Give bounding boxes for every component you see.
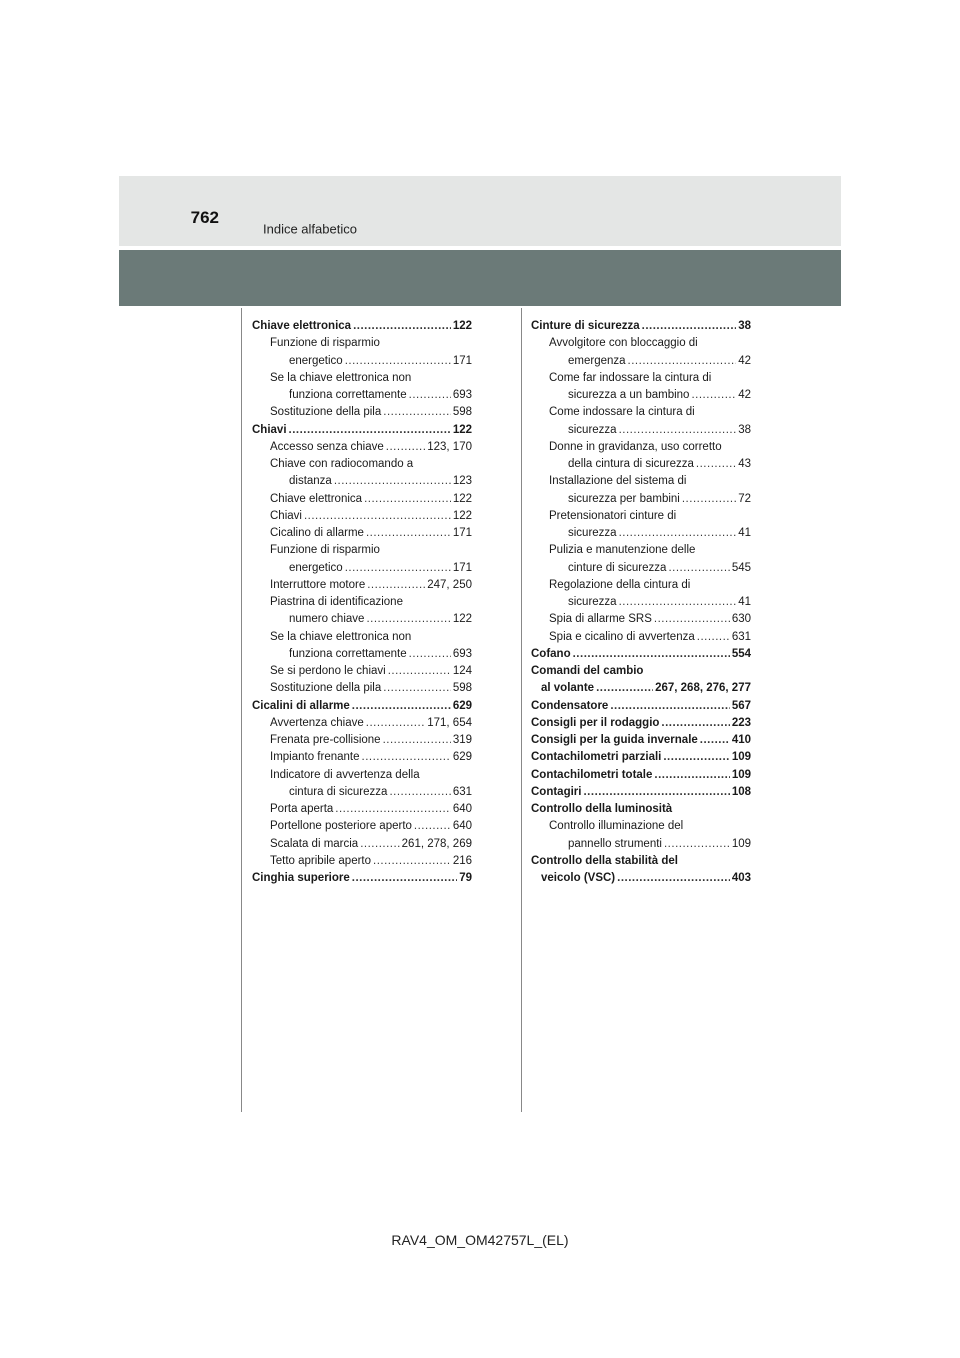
index-subentry: cintura di sicurezza ..... 631 bbox=[252, 784, 472, 801]
index-subentry: Cicalino di allarme ..... 171 bbox=[252, 525, 472, 542]
index-subentry: emergenza ..... 42 bbox=[531, 353, 751, 370]
index-subentry: cinture di sicurezza ..... 545 bbox=[531, 560, 751, 577]
index-subentry: sicurezza ..... 41 bbox=[531, 594, 751, 611]
index-subentry: Portellone posteriore aperto ..... 640 bbox=[252, 818, 472, 835]
index-entry: Condensatore ..... 567 bbox=[531, 698, 751, 715]
document-code: RAV4_OM_OM42757L_(EL) bbox=[391, 1232, 569, 1248]
header-dark-band bbox=[119, 250, 841, 306]
index-subentry: sicurezza ..... 38 bbox=[531, 422, 751, 439]
index-subentry: Porta aperta ..... 640 bbox=[252, 801, 472, 818]
index-subentry: Chiave elettronica ..... 122 bbox=[252, 491, 472, 508]
index-entry: Cofano ..... 554 bbox=[531, 646, 751, 663]
index-subentry: Piastrina di identificazione bbox=[270, 596, 403, 608]
index-subentry: Scalata di marcia ..... 261, 278, 269 bbox=[252, 836, 472, 853]
index-entry: Contagiri ..... 108 bbox=[531, 784, 751, 801]
index-subentry: Funzione di risparmio bbox=[270, 544, 380, 557]
index-column-left bbox=[252, 318, 472, 887]
index-entry: Comandi del cambio bbox=[531, 665, 644, 677]
index-entry: Cinghia superiore ..... 79 bbox=[252, 870, 472, 887]
index-subentry: Impianto frenante ..... 629 bbox=[252, 749, 472, 766]
index-subentry: sicurezza ..... 41 bbox=[531, 525, 751, 542]
header-band bbox=[119, 176, 841, 246]
index-subentry: Interruttore motore ..... 247, 250 bbox=[252, 577, 472, 594]
index-subentry: pannello strumenti ..... 109 bbox=[531, 836, 751, 853]
index-subentry: Donne in gravidanza, uso corretto bbox=[549, 440, 722, 453]
index-subentry: Controllo illuminazione del bbox=[549, 820, 684, 833]
index-subentry: Se la chiave elettronica non bbox=[270, 371, 412, 384]
index-subentry: Spia e cicalino di avvertenza ..... 631 bbox=[531, 629, 751, 646]
index-subentry: funziona correttamente ..... 693 bbox=[252, 646, 472, 663]
index-subentry: sicurezza per bambini ..... 72 bbox=[531, 491, 751, 508]
index-subentry: Spia di allarme SRS ..... 630 bbox=[531, 611, 751, 628]
left-column-divider bbox=[241, 308, 242, 1112]
index-entry: Consigli per la guida invernale ..... 410 bbox=[531, 732, 751, 749]
index-entry: Contachilometri totale ..... 109 bbox=[531, 767, 751, 784]
index-entry: Cinture di sicurezza ..... 38 bbox=[531, 318, 751, 335]
index-column-right bbox=[531, 318, 751, 887]
index-subentry: Frenata pre-collisione ..... 319 bbox=[252, 732, 472, 749]
index-subentry: Installazione del sistema di bbox=[549, 475, 687, 488]
index-subentry: Pulizia e manutenzione delle bbox=[549, 544, 696, 557]
index-subentry: Sostituzione della pila ..... 598 bbox=[252, 680, 472, 697]
index-subentry: Funzione di risparmio bbox=[270, 337, 380, 350]
index-entry: Chiave elettronica ..... 122 bbox=[252, 318, 472, 335]
index-subentry: energetico ..... 171 bbox=[252, 560, 472, 577]
index-entry: Consigli per il rodaggio ..... 223 bbox=[531, 715, 751, 732]
index-entry: veicolo (VSC) ..... 403 bbox=[531, 870, 751, 887]
index-subentry: Regolazione della cintura di bbox=[549, 578, 691, 591]
index-entry: Controllo della luminosità bbox=[531, 803, 673, 815]
index-subentry: Se la chiave elettronica non bbox=[270, 630, 412, 643]
section-title: Indice alfabetico bbox=[263, 221, 357, 237]
index-subentry: Indicatore di avvertenza della bbox=[270, 768, 420, 781]
index-subentry: Accesso senza chiave ..... 123, 170 bbox=[252, 439, 472, 456]
index-subentry: sicurezza a un bambino ..... 42 bbox=[531, 387, 751, 404]
index-subentry: Pretensionatori cinture di bbox=[549, 509, 677, 522]
index-subentry: Avvertenza chiave ..... 171, 654 bbox=[252, 715, 472, 732]
index-subentry: Chiavi ..... 122 bbox=[252, 508, 472, 525]
index-subentry: Come indossare la cintura di bbox=[549, 406, 695, 419]
index-entry: Chiavi ..... 122 bbox=[252, 422, 472, 439]
index-entry: Controllo della stabilità del bbox=[531, 854, 678, 867]
index-subentry: Se si perdono le chiavi ..... 124 bbox=[252, 663, 472, 680]
index-subentry: Sostituzione della pila ..... 598 bbox=[252, 404, 472, 421]
index-subentry: numero chiave ..... 122 bbox=[252, 611, 472, 628]
page-number: 762 bbox=[190, 208, 219, 227]
index-subentry: energetico ..... 171 bbox=[252, 353, 472, 370]
index-subentry: funziona correttamente ..... 693 bbox=[252, 387, 472, 404]
index-subentry: Avvolgitore con bloccaggio di bbox=[549, 337, 698, 350]
center-column-divider bbox=[521, 308, 522, 1112]
index-entry: al volante ..... 267, 268, 276, 277 bbox=[531, 680, 751, 697]
index-subentry: Tetto apribile aperto ..... 216 bbox=[252, 853, 472, 870]
index-subentry: Chiave con radiocomando a bbox=[270, 458, 414, 470]
index-subentry: della cintura di sicurezza ..... 43 bbox=[531, 456, 751, 473]
index-entry: Contachilometri parziali ..... 109 bbox=[531, 749, 751, 766]
index-entry: Cicalini di allarme ..... 629 bbox=[252, 698, 472, 715]
index-subentry: distanza ..... 123 bbox=[252, 473, 472, 490]
index-subentry: Come far indossare la cintura di bbox=[549, 371, 712, 384]
